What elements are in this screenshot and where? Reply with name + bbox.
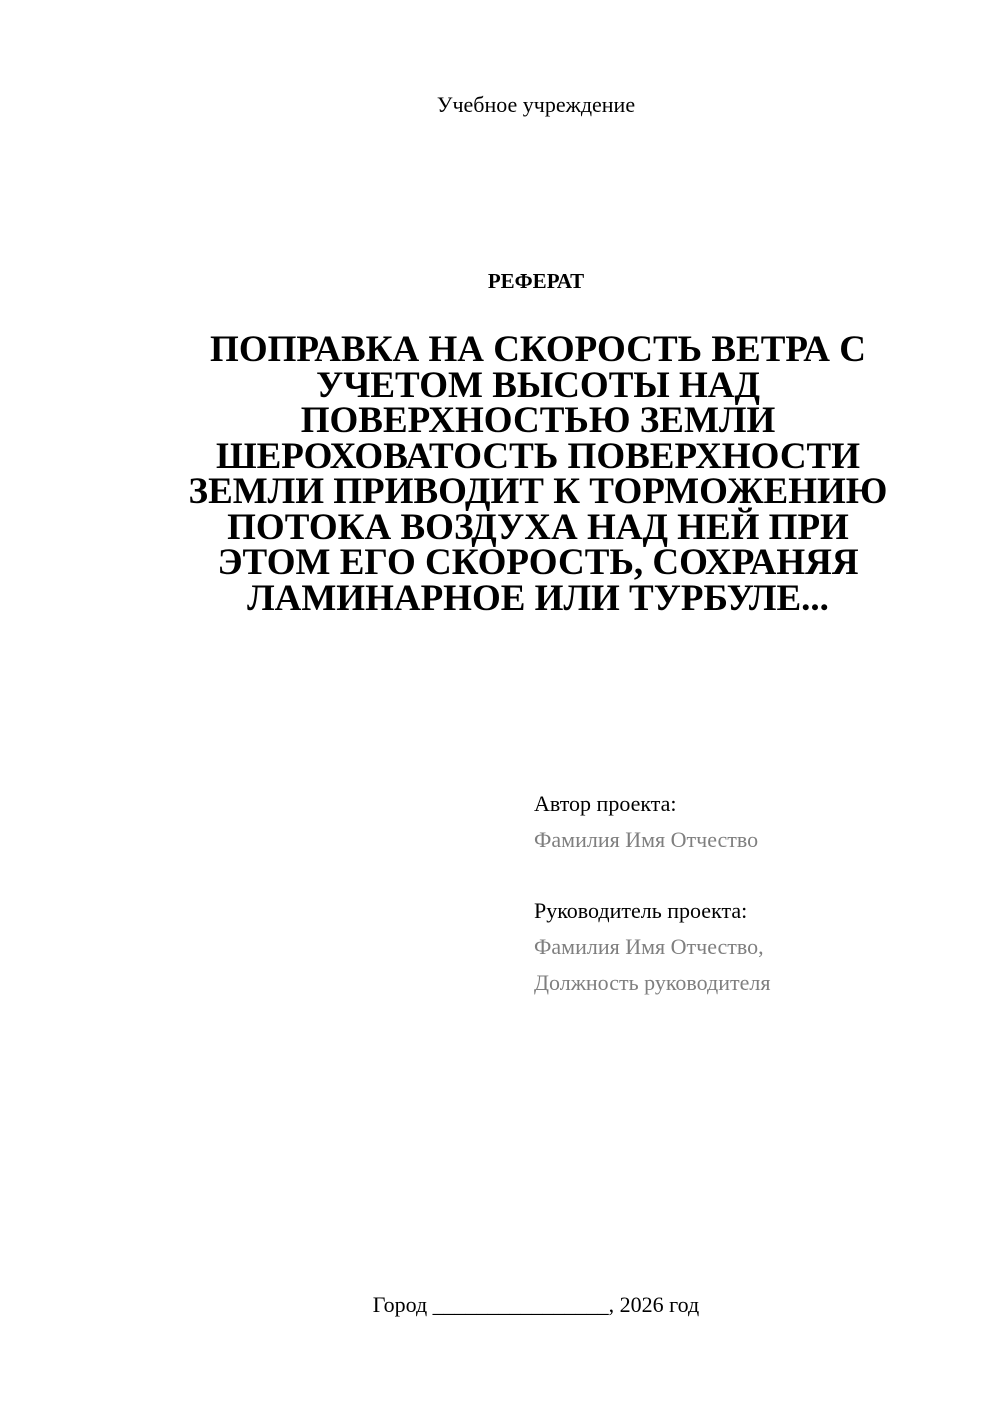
author-block [534,786,974,858]
author-name: Фамилия Имя Отчество [534,827,759,852]
supervisor-position: Должность руководителя [534,970,771,995]
institution-name: Учебное учреждение [436,92,636,117]
city-year-line: Город ________________, 2026 год [372,1292,700,1317]
supervisor-name: Фамилия Имя Отчество, [534,934,764,959]
author-label: Автор проекта: [534,791,677,816]
supervisor-block [534,893,974,1001]
supervisor-label: Руководитель проекта: [534,898,748,923]
document-type: РЕФЕРАТ [487,269,585,293]
document-title: ПОПРАВКА НА СКОРОСТЬ ВЕТРА С УЧЕТОМ ВЫСОТЫ НАД ПОВЕРХНОСТЬЮ ЗЕМЛИ ШЕРОХОВАТОСТЬ ПОВЕРХНОСТИ ЗЕМЛИ ПРИВОДИТ К ТОРМОЖЕНИЮ ПОТОКА ВОЗДУХА НАД НЕЙ ПРИ ЭТОМ ЕГО СКОРОСТЬ, СОХРАНЯЯ ЛАМИНАРНОЕ ИЛИ ТУРБУЛЕ... [188,329,888,619]
